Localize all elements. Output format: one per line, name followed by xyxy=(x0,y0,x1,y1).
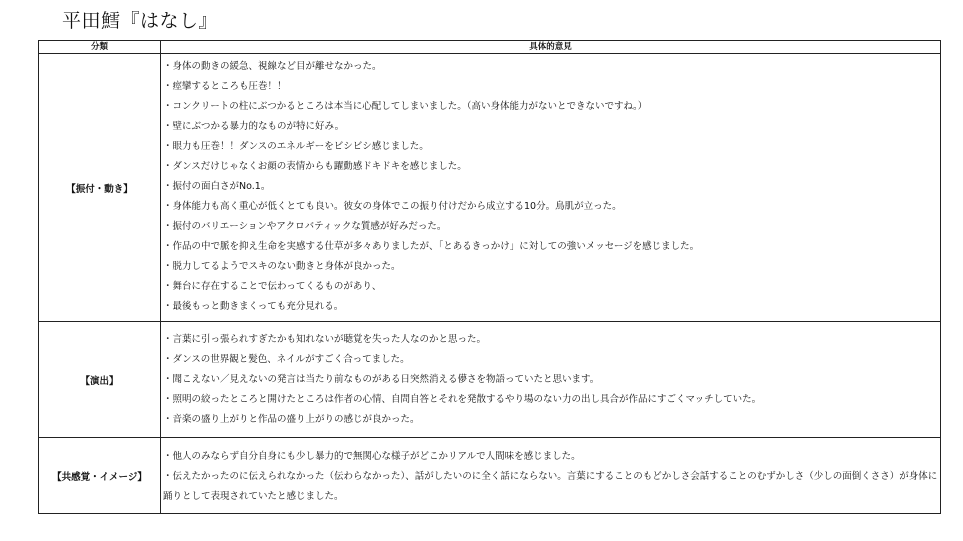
list-item: ・脱力してるようでスキのない動きと身体が良かった。 xyxy=(163,261,401,272)
header-category: 分類 xyxy=(39,41,161,54)
opinions-cell xyxy=(161,322,941,438)
table-row xyxy=(39,438,941,514)
list-item: ・聞こえない／見えないの発言は当たり前なものがある日突然消える儚さを物語っていたと思います。 xyxy=(163,374,600,385)
list-item: ・伝えたかったのに伝えられなかった（伝わらなかった）、話がしたいのに全く話にならない。言葉にすることのもどかしさ会話することのむずかしさ（少しの面倒くささ）が身体に踊りとして表現されていたと感じました。 xyxy=(163,471,938,502)
header-opinions: 具体的意見 xyxy=(161,41,941,54)
list-item: ・音楽の盛り上がりと作品の盛り上がりの感じが良かった。 xyxy=(163,414,420,425)
list-item: ・作品の中で脈を抑え生命を実感する仕草が多々ありましたが、「とあるきっかけ」に対しての強いメッセージを感じました。 xyxy=(163,241,700,252)
list-item: ・振付のバリエーションやアクロバティックな質感が好みだった。 xyxy=(163,221,447,232)
list-item: ・他人のみならず自分自身にも少し暴力的で無関心な様子がどこかリアルで人間味を感じました。 xyxy=(163,451,581,462)
opinion-table xyxy=(38,40,941,514)
list-item: ・舞台に存在することで伝わってくるものがあり、 xyxy=(163,281,382,292)
list-item: ・身体能力も高く重心が低くとても良い。彼女の身体でこの振り付けだから成立する10分。鳥肌が立った。 xyxy=(163,201,622,212)
category-cell: 【演出】 xyxy=(39,322,161,438)
table-header-row xyxy=(39,41,941,54)
list-item: ・眼力も圧巻！！ダンスのエネルギーをビシビシ感じました。 xyxy=(163,141,429,152)
category-cell: 【振付・動き】 xyxy=(39,54,161,322)
list-item: ・ダンスだけじゃなくお顔の表情からも躍動感ドキドキを感じました。 xyxy=(163,161,467,172)
list-item: ・ダンスの世界観と髪色、ネイルがすごく合ってました。 xyxy=(163,354,410,365)
table-row xyxy=(39,322,941,438)
opinions-cell xyxy=(161,54,941,322)
list-item: ・言葉に引っ張られすぎたかも知れないが聴覚を失った人なのかと思った。 xyxy=(163,334,487,345)
list-item: ・身体の動きの緩急、視線など目が離せなかった。 xyxy=(163,61,382,72)
list-item: ・照明の絞ったところと開けたところは作者の心情、自問自答とそれを発散するやり場のない力の出し具合が作品にすごくマッチしていた。 xyxy=(163,394,762,405)
page-title: 平田鱈『はなし』 xyxy=(62,10,219,32)
list-item: ・最後もっと動きまくっても充分見れる。 xyxy=(163,301,344,312)
list-item: ・痙攣するところも圧巻！！ xyxy=(163,81,287,92)
list-item: ・壁にぶつかる暴力的なものが特に好み。 xyxy=(163,121,345,132)
list-item: ・コンクリートの柱にぶつかるところは本当に心配してしまいました。（高い身体能力がないとできないですね。） xyxy=(163,101,648,112)
opinions-cell xyxy=(161,438,941,514)
list-item: ・振付の面白さがNo.1。 xyxy=(163,181,271,192)
category-cell: 【共感覚・イメージ】 xyxy=(39,438,161,514)
table-row xyxy=(39,54,941,322)
